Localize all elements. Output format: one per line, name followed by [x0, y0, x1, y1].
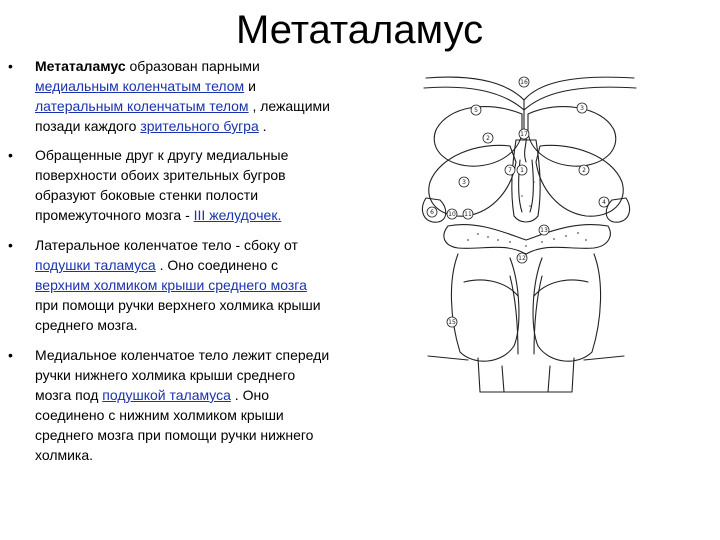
term-link[interactable]: подушкой таламуса	[102, 387, 231, 403]
diagram-marker-label: 16	[520, 79, 528, 86]
bullet-line	[35, 56, 388, 76]
diagram-right-lobe	[528, 107, 616, 167]
term-link[interactable]: латеральным коленчатым телом	[35, 98, 249, 114]
bullet-line	[35, 365, 388, 385]
diagram-top-tract	[426, 77, 634, 100]
bullet-line	[35, 385, 388, 405]
bullet-line	[35, 345, 388, 365]
text-run: и	[244, 78, 256, 94]
bullet-line	[35, 185, 388, 205]
diagram-left-lobe	[434, 107, 522, 167]
text-run: соединено с нижним холмиком крыши	[35, 407, 284, 423]
bullet-line	[35, 255, 388, 275]
text-run: ручки нижнего холмика крыши среднего	[35, 367, 296, 383]
term-link[interactable]: подушки таламуса	[35, 257, 156, 273]
text-run: образуют боковые стенки полости	[35, 187, 259, 203]
term-bold: Метаталамус	[35, 58, 126, 74]
diagram-marker-label: 17	[520, 131, 528, 138]
text-run: образован парными	[125, 58, 260, 74]
text-run: холмика.	[35, 447, 94, 463]
diagram-top-tract	[424, 87, 636, 110]
bullet-line	[35, 405, 388, 425]
bullet-item	[8, 56, 388, 136]
diagram-marker-label: 15	[448, 319, 456, 326]
diagram-marker-label: 1	[520, 167, 524, 174]
diagram-marker-label: 10	[448, 211, 456, 218]
text-run: среднего мозга.	[35, 317, 138, 333]
bullet-item	[8, 235, 388, 335]
diagram-marker-label: 7	[508, 167, 512, 174]
text-run: при помощи ручки верхнего холмика крыши	[35, 297, 321, 313]
text-run: . Оно соединено с	[155, 257, 279, 273]
diagram-marker-label: 12	[518, 255, 526, 262]
bullet-item	[8, 145, 388, 225]
diagram-marker-label: 2	[486, 135, 490, 142]
diagram-lateral-geniculate	[606, 198, 629, 222]
term-link[interactable]: зрительного бугра	[140, 118, 259, 134]
text-run: среднего мозга при помощи ручки нижнего	[35, 427, 314, 443]
diagram-brainstem	[478, 358, 574, 392]
bullet-line	[35, 145, 388, 165]
text-run: Обращенные друг к другу медиальные	[35, 147, 289, 163]
text-run: .	[258, 118, 267, 134]
text-run: Медиальное коленчатое тело лежит спереди	[35, 347, 330, 363]
diagram-marker-label: 6	[430, 209, 434, 216]
bullet-line	[35, 205, 388, 225]
diagram-marker-label: 13	[540, 227, 548, 234]
bullet-line	[35, 165, 388, 185]
bullet-list	[8, 56, 388, 465]
term-link[interactable]: III желудочек.	[193, 207, 282, 223]
bullet-line	[35, 295, 388, 315]
diagram-marker-label: 3	[462, 179, 466, 186]
bullet-line	[35, 315, 388, 335]
text-run: . Оно	[230, 387, 269, 403]
diagram-midbrain-band	[444, 225, 610, 254]
diagram-marker-label: 5	[474, 107, 478, 114]
diagram-marker-label: 3	[580, 105, 584, 112]
text-run: Латеральное коленчатое тело - сбоку от	[35, 237, 298, 253]
term-link[interactable]: медиальным коленчатым телом	[35, 78, 245, 94]
text-run: поверхности обоих зрительных бугров	[35, 167, 286, 183]
diagram-marker-label: 4	[602, 199, 606, 206]
bullet-line	[35, 445, 388, 465]
diagram-third-ventricle	[512, 140, 540, 222]
term-link[interactable]: верхним холмиком крыши среднего мозга	[35, 277, 307, 293]
text-run: позади каждого	[35, 118, 141, 134]
brainstem-diagram	[418, 70, 640, 400]
diagram-left-peduncle	[451, 254, 519, 361]
slide-title: Метаталамус	[236, 8, 484, 52]
bullet-line	[35, 235, 388, 255]
bullet-line	[35, 425, 388, 445]
text-run: мозга под	[35, 387, 103, 403]
diagram-marker-label: 2	[582, 167, 586, 174]
bullet-line	[35, 275, 388, 295]
bullet-line	[35, 76, 388, 96]
bullet-item	[8, 345, 388, 465]
text-run: , лежащими	[248, 98, 330, 114]
bullet-line	[35, 116, 388, 136]
bullet-line	[35, 96, 388, 116]
diagram-right-peduncle	[533, 254, 601, 361]
diagram-right-thalamus	[536, 145, 623, 216]
diagram-marker-label: 11	[464, 211, 472, 218]
text-run: промежуточного мозга -	[35, 207, 194, 223]
